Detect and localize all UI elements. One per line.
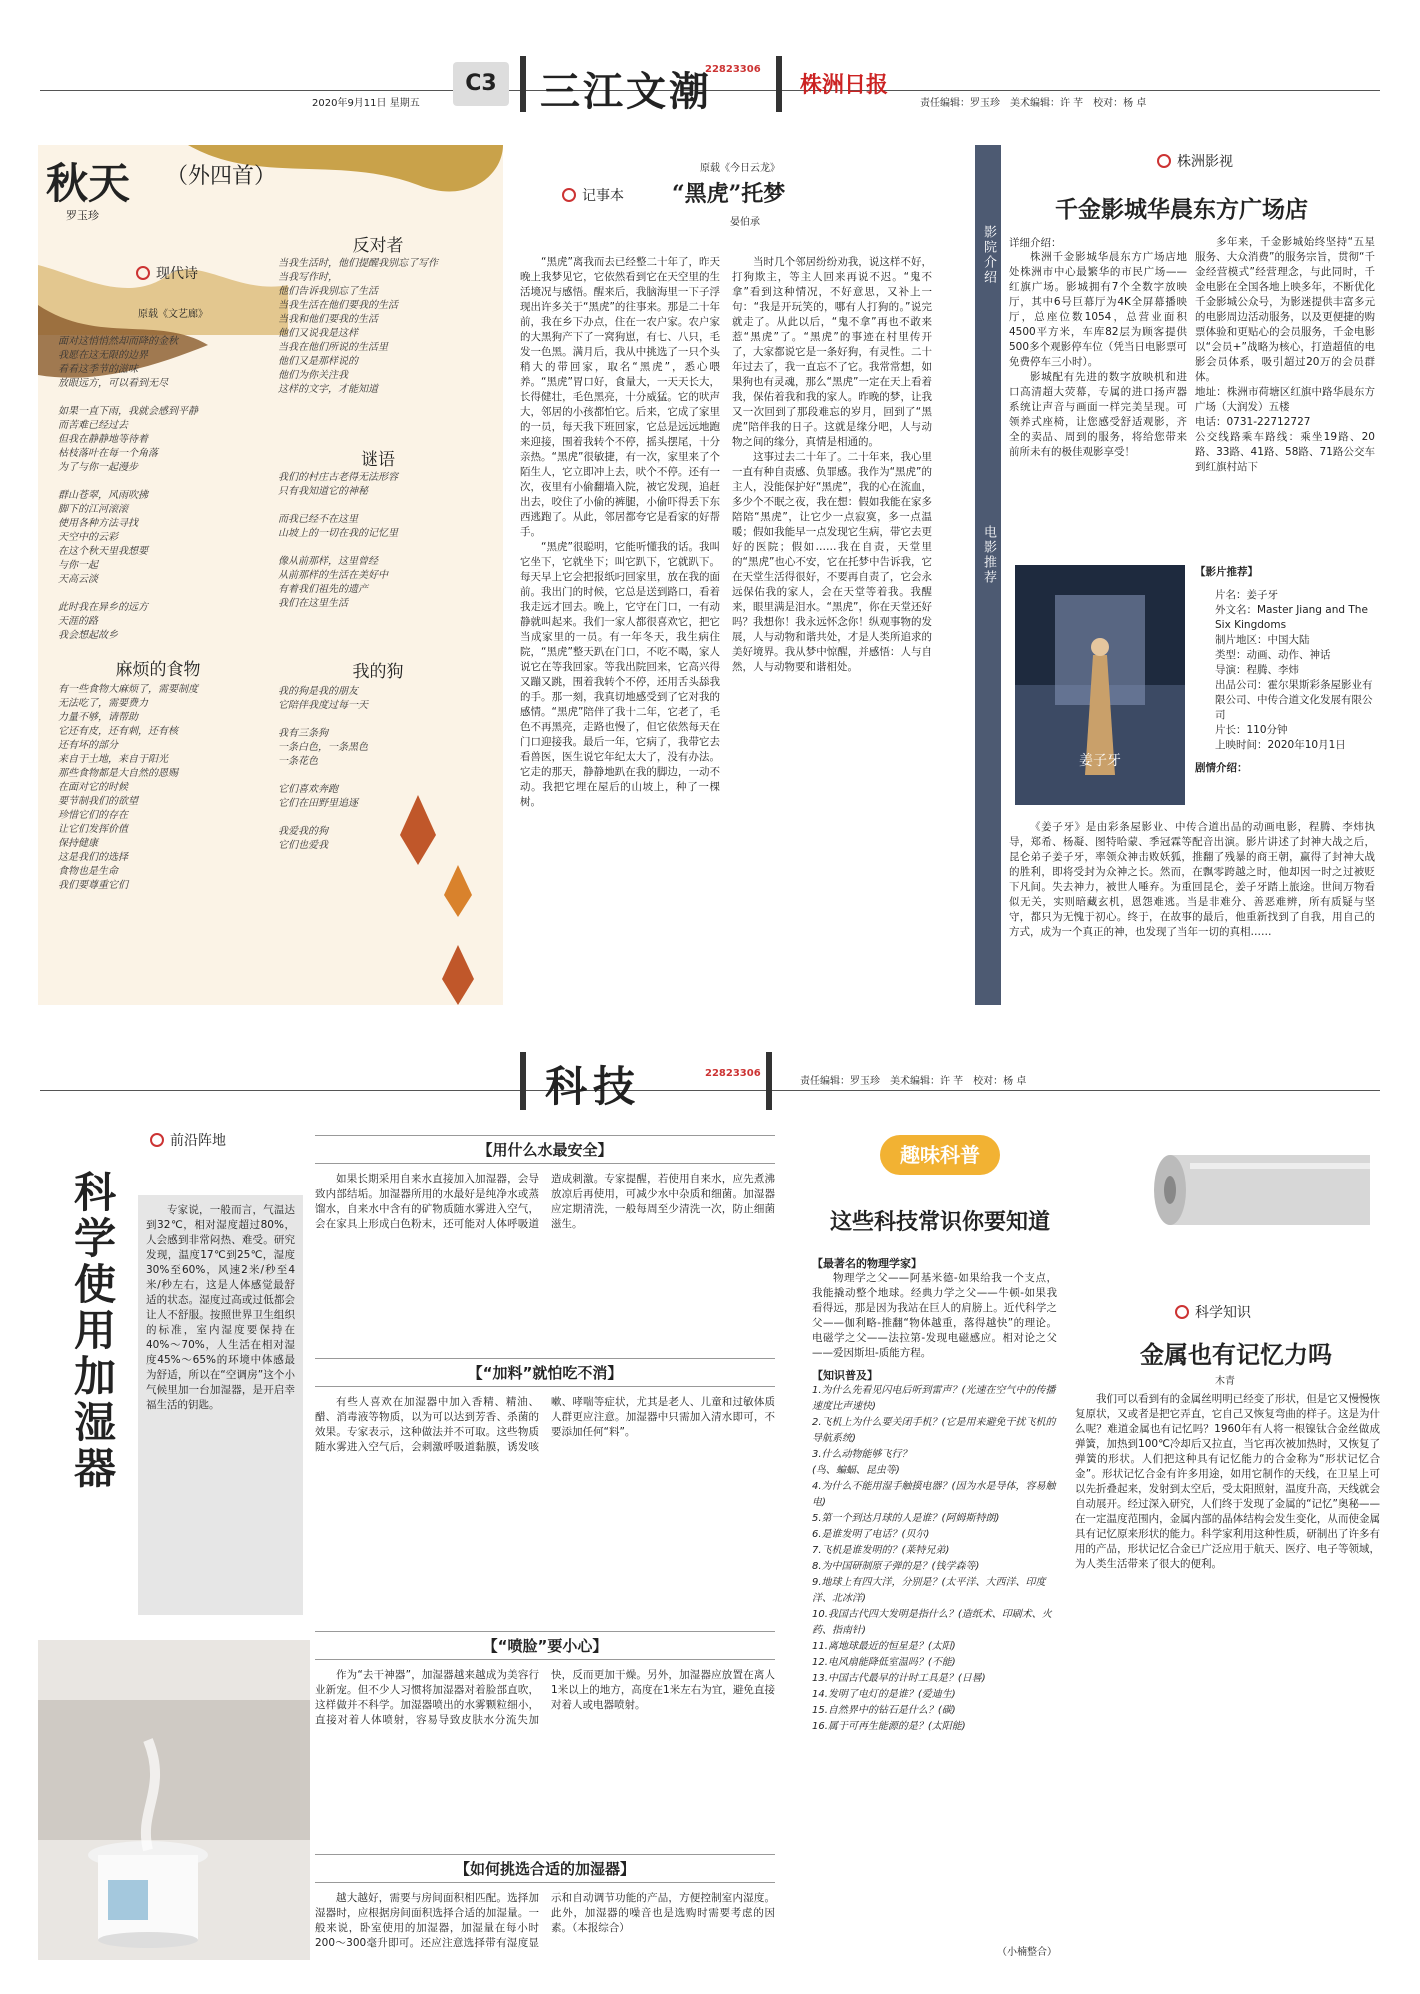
famous-label: 【最著名的物理学家】 — [812, 1257, 922, 1270]
cinema-section — [975, 145, 1380, 1005]
page-header — [0, 56, 1420, 115]
famous-text: 物理学之父——阿基米德-如果给我一个支点，我能撬动整个地球。经典力学之父——牛顿-如果我看得远，那是因为我站在巨人的肩膀上。近代科学之父——伽利略-推翻“物体越重，落得越快”的理论。电磁学之父——法拉第-发现电磁感应。相对论之父——爱因斯坦-质能方程。 — [812, 1272, 1057, 1359]
poem-title-dog: 我的狗 — [352, 662, 404, 682]
humidifier-photo — [38, 1640, 310, 1960]
fun-science-badge: 趣味科普 — [880, 1135, 1000, 1175]
essay-title: “黑虎”托梦 — [672, 181, 786, 207]
circle-icon — [1175, 1305, 1189, 1319]
humidifier-sub-4: 【如何挑选合适的加湿器】 — [315, 1854, 775, 1883]
film-genre: 类型：动画、动作、神话 — [1215, 649, 1331, 661]
qa-list: 1.为什么先看见闪电后听到雷声？(光速在空气中的传播速度比声速快) 2.飞机上为什么要关闭手机？(它是用来避免干扰飞机的导航系统) 3.什么动物能够飞行？ (鸟、蝙蝠、昆虫等) 4.为什么不能用湿手触摸电器？(因为水是导体，容易触电) 5.第一个到达月球的人是谁？(阿姆斯特朗) 6.是谁发明了电话？(贝尔) 7.飞机是谁发明的？(莱特兄弟) 8.为中国研制原子弹的是？(钱学森等) 9.地球上有四大洋，分别是？(太平洋、大西洋、印度洋、北冰洋) 10.我国古代四大发明是指什么？(造纸术、印刷术、火药、指南针) 11.离地球最近的恒星是？(太阳) 12.电风扇能降低室温吗？(不能) 13.中国古代最早的计时工具是？(日晷) 14.发明了电灯的是谁？(爱迪生) 15.自然界中的钻石是什么？(碳) 16.属于可再生能源的是？(太阳能) — [812, 1385, 1056, 1732]
poems-source: 原载《文艺廊》 — [138, 309, 208, 320]
cinema-intro-1: 株洲千金影城华晨东方广场店地处株洲市中心最繁华的市民广场——红旗广场。影城拥有7个全数字放映厅，其中6号巨幕厅为4K全屏幕播映厅，总座位数1054，总营业面积4500平方米，车库82层为顾客提供500多个观影停车位（凭当日电影票可免费停车三小时）。 — [1009, 251, 1187, 368]
poem-dog: 我的狗是我的朋友 它陪伴我度过每一天 我有三条狗 一条白色，一条黑色 一条花色 它们喜欢奔跑 它们在田野里追逐 我爱我的狗 它们也爱我 — [278, 686, 368, 851]
poems-section — [38, 145, 503, 1005]
cinema-bus: 公交线路乘车路线：乘坐19路、20路、33路、41路、58路、71路公交车到红旗村站下 — [1195, 431, 1375, 473]
film-plot: 《姜子牙》是由彩条屋影业、中传合道出品的动画电影，程腾、李炜执导，郑希、杨凝、图特哈蒙、季冠霖等配音出演。影片讲述了封神大战之后，昆仑弟子姜子牙，率领众神击败妖狐，推翻了残暴的商王朝，赢得了封神大战的胜利，即将受封为众神之长。然而，在飘零跨越之时，他却因一时之过被贬下凡间。失去神力，被世人唾弃。为重回昆仑，姜子牙踏上旅途。世间万物看似无关，实则暗藏玄机，恩怨难逃。当是非难分、善恶难辨，所有质疑与坚守，都只为无愧于初心。终于，在故事的最后，他重新找到了自我，用自己的方式，成为一个真正的神，也发现了当年一切的真相…… — [1009, 821, 1375, 938]
humidifier-sub-3: 【“喷脸”要小心】 — [315, 1631, 775, 1660]
qa-end: （小楠整合） — [997, 1947, 1057, 1958]
film-region: 制片地区：中国大陆 — [1215, 634, 1310, 646]
cinema-tag: 株洲影视 — [1157, 151, 1233, 171]
knowledge-title: 这些科技常识你要知道 — [830, 1209, 1051, 1235]
tech-title: 科技 — [545, 1062, 642, 1111]
poem-riddle: 我们的村庄古老得无法形容 只有我知道它的神秘 而我已经不在这里 山坡上的一切在我的记忆里 像从前那样，这里曾经 从前那样的生活在美好中 有着我们祖先的遗产 我们在这里生活 — [278, 472, 398, 609]
humidifier-text-2: 有些人喜欢在加湿器中加入香精、精油、醋、消毒液等物质，以为可以达到芳香、杀菌的效果。专家表示，这种做法并不可取。这些物质随水雾进入空气后，会刺激呼吸道黏膜，诱发咳嗽、哮喘等症状，尤其是老人、儿童和过敏体质人群更应注意。加湿器中只需加入清水即可，不要添加任何“料”。 — [315, 1396, 775, 1453]
header-phone: 22823306 — [705, 64, 761, 75]
essay-col2b: 这事过去二十年了。二十年来，我心里一直有种自责感、负罪感。我作为“黑虎”的主人，没能保护好“黑虎”，我的心在流血，多少个不眠之夜，我在想：假如我能在家多陪陪“黑虎”，让它少一点寂寞，多一点温暖；假如我能早一点发现它生病，带它去更好的医院；假如……我在自责，天堂里的“黑虎”也心不安，它在托梦中告诉我，它在天堂生活得很好，不要再自责了，它会永远保佑我的家人，会在天堂等着我。我醒来，眼里满是泪水。“黑虎”，你在天堂还好吗？我想你！我永远怀念你！纵观事物的发展，人与动物和谐共处，才是人类所追求的美好境界。我从梦中惊醒，并感悟：人与自然，人与动物要和谐相处。 — [732, 451, 932, 673]
header-date: 2020年9月11日 星期五 — [312, 98, 420, 109]
poems-title-sub: （外四首） — [166, 164, 277, 189]
humidifier-text-1: 如果长期采用自来水直接加入加湿器，会导致内部结垢。加湿器所用的水最好是纯净水或蒸馏水，自来水中含有的矿物质随水雾进入空气，会在家具上形成白色粉末，还可能对人体呼吸道造成刺激。专家提醒，若使用自来水，应先煮沸放凉后再使用，可减少水中杂质和细菌。加湿器应定期清洗，一般每周至少清洗一次，防止细菌滋生。 — [315, 1173, 775, 1230]
essay-section — [520, 145, 940, 1005]
cinema-intro-3: 多年来，千金影城始终坚持“五星服务、大众消费”的服务宗旨，贯彻“千金经营模式”经营理念，与此同时，千金电影在全国各地上映多年，不断优化千金影城公众号，为影迷提供丰富多元的电影周边活动服务，以及更便捷的购票体验和更贴心的会员服务，千金电影以“会员+”战略为核心，打造超值的电影会员体系，吸引超过20万的会员群体。 — [1195, 236, 1375, 383]
plot-label: 剧情介绍： — [1195, 762, 1248, 774]
rec-label: 【影片推荐】 — [1195, 566, 1258, 578]
cinema-intro-2: 影城配有先进的数字放映机和进口高清超大荧幕，专属的进口扬声器系统让声音与画面一样完美呈现。可领养式座椅，让您感受舒适观影，齐全的卖品、周到的服务，将给您带来前所未有的极佳观影享受！ — [1009, 371, 1187, 458]
humidifier-sub-1: 【用什么水最安全】 — [315, 1135, 775, 1164]
foil-roll-image — [1150, 1115, 1380, 1265]
poem-opponent: 当我生活时，他们提醒我别忘了写作 当我写作时， 他们告诉我别忘了生活 当我生活在他们要我的生活 当我和他们要我的生活 他们又说我是这样 当我在他们所说的生活里 他们又是那样说的 他们为你关注我 这样的文字，才能知道 — [278, 258, 438, 395]
newspaper-logo: 株洲日报 — [800, 72, 889, 98]
essay-col2: 当时几个邻居纷纷劝我，说这样不好，打狗欺主，等主人回来再说不迟。“鬼不拿”看到这种情况，不好意思，又补上一句：“我是开玩笑的，哪有人打狗的。”说完就走了。从此以后，“鬼不拿”再也不敢来惹“黑虎”了。“黑虎”的事迹在村里传开了，大家都说它是一条好狗，有灵性。二十年过去了，我一直忘不了它。我常常想，如果狗也有灵魂，那么“黑虎”一定在天上看着我，保佑着我和我的家人。昨晚的梦，让我又一次回到了那段难忘的岁月，回到了“黑虎”陪伴我的日子。这就是缘分吧，人与动物之间的缘分，真情是相通的。 — [732, 256, 932, 448]
essay-source: 原载《今日云龙》 — [700, 163, 780, 174]
film-length: 片长：110分钟 — [1215, 724, 1288, 736]
poem-title-food: 麻烦的食物 — [115, 660, 201, 680]
intro-label: 详细介绍： — [1009, 237, 1062, 249]
poem-title-riddle: 谜语 — [361, 450, 395, 470]
film-company: 出品公司：霍尔果斯彩条屋影业有限公司、中传合道文化发展有限公司 — [1215, 679, 1373, 721]
poem-food: 有一些食物大麻烦了，需要制度 无法吃了，需要费力 力量不够，请帮助 它还有皮，还有刺，还有核 还有坏的部分 来自于土地，来自于阳光 那些食物都是大自然的恩赐 在面对它的时候 要节制我们的欲望 珍惜它们的存在 让它们发挥价值 保持健康 这是我们的选择 食物也是生命 我们要尊重它们 — [58, 684, 198, 891]
side-label-intro: 影院介绍 — [981, 225, 996, 285]
humidifier-text-3: 作为“去干神器”，加湿器越来越成为美容行业新宠。但不少人习惯将加湿器对着脸部直吹，这样做并不科学。加湿器喷出的水雾颗粒细小，直接对着人体喷射，容易导致皮肤水分流失加快，反而更加干燥。另外，加湿器应放置在离人1米以上的地方，高度在1米左右为宜，避免直接对着人或电器喷射。 — [315, 1669, 775, 1726]
film-name: 片名：姜子牙 — [1215, 589, 1278, 601]
humidifier-text-4: 越大越好，需要与房间面积相匹配。选择加湿器时，应根据房间面积选择合适的加湿量。一般来说，卧室使用的加湿器，加湿量在每小时200～300毫升即可。还应注意选择带有湿度显示和自动调节功能的产品，方便控制室内湿度。此外，加湿器的噪音也是选购时需要考虑的因素。（本报综合） — [315, 1892, 775, 1949]
page-number: C3 — [453, 62, 509, 106]
cinema-title: 千金影城华晨东方广场店 — [1055, 196, 1308, 223]
circle-icon — [150, 1133, 164, 1147]
humidifier-body — [315, 1135, 775, 1970]
sci-title: 金属也有记忆力吗 — [1140, 1340, 1332, 1369]
sci-author: 木青 — [1215, 1376, 1235, 1387]
circle-icon — [136, 266, 150, 280]
tech-header — [0, 1050, 1420, 1110]
side-label-recommend: 电影推荐 — [981, 525, 996, 585]
humidifier-title: 科学使用加湿器 — [68, 1170, 117, 1492]
essay-author: 晏伯承 — [730, 217, 760, 228]
humidifier-intro-box: 专家说，一般而言，气温达到32℃，相对湿度超过80%，人会感到非常闷热、难受。研究发现，温度17℃到25℃，湿度30%至60%，风速2米/秒至4米/秒左右，这是人体感觉最舒适的状态。湿度过高或过低都会让人不舒服。按照世界卫生组织的标准，室内湿度要保持在40%～70%，人生活在相对湿度45%～65%的环境中体感最为舒适，所以在“空调房”这个小气候里加一台加湿器，是开启幸福生活的钥匙。 — [138, 1195, 303, 1615]
tech-phone: 22823306 — [705, 1068, 761, 1079]
essay-tag: 记事本 — [562, 185, 624, 205]
film-poster — [1015, 565, 1185, 805]
sci-tag: 科学知识 — [1175, 1302, 1251, 1322]
frontier-tag: 前沿阵地 — [150, 1130, 226, 1150]
film-release: 上映时间：2020年10月1日 — [1215, 739, 1346, 751]
cinema-address: 地址：株洲市荷塘区红旗中路华晨东方广场（大润发）五楼 — [1195, 386, 1375, 413]
poems-title: 秋天 — [46, 159, 131, 208]
section-title: 三江文潮 — [540, 68, 712, 115]
humidifier-sub-2: 【“加料”就怕吃不消】 — [315, 1358, 775, 1387]
sci-text: 我们可以看到有的金属丝明明已经变了形状，但是它又慢慢恢复原状，又或者是把它弄直，它自己又恢复弯曲的样子。这是为什么呢？难道金属也有记忆吗？1960年有人将一根镍钛合金丝做成弹簧，加热到100℃冷却后又拉直，当它再次被加热时，又恢复了弹簧的形状。人们把这种具有记忆能力的合金称为“形状记忆合金”。形状记忆合金有许多用途，如用它制作的天线，在卫星上可以先折叠起来，发射到太空后，受太阳照射，温度升高，天线就会自动展开。经过深入研究，人们终于发现了金属的“记忆”奥秘——在一定温度范围内，金属内部的晶体结构会发生变化，从而使金属具有记忆原来形状的能力。科学家利用这种性质，研制出了许多有用的产品，形状记忆合金已广泛应用于航天、医疗、电子等领域，为人类生活带来了很大的便利。 — [1075, 1393, 1380, 1570]
cinema-tel: 电话：0731-22712727 — [1195, 416, 1311, 428]
circle-icon — [1157, 154, 1171, 168]
film-director: 导演：程腾、李炜 — [1215, 664, 1299, 676]
essay-col1: “黑虎”离我而去已经整二十年了，昨天晚上我梦见它，它依然看到它在天空里的生活境况与感悟。醒来后，我脑海里一下子浮现出许多关于“黑虎”的往事来。那是二十年前，我在乡下办点，住在一农户家。农户家的大黑狗产下了一窝狗崽，有七、八只，毛发一色黑。满月后，我从中挑选了一只个头稍大的带回家，取名“黑虎”，悉心喂养。“黑虎”胃口好，食量大，一天天长大，长得健壮，毛色黑亮，十分威猛。它的吠声大，邻居的小孩都怕它。后来，它成了家里的一员，每天我下班回家，它总是远远地跑来迎接，围着我转个不停，摇头摆尾，十分亲热。“黑虎”很敏捷，有一次，家里来了个陌生人，它立即冲上去，吠个不停。还有一次，夜里有小偷翻墙入院，被它发现，追赶出去，咬住了小偷的裤腿，小偷吓得丢下东西逃跑了。从此，邻居都夸它是看家的好帮手。 — [520, 256, 720, 538]
essay-col1b: “黑虎”很聪明，它能听懂我的话。我叫它坐下，它就坐下；叫它趴下，它就趴下。每天早上它会把报纸叼回家里，放在我的面前。我出门的时候，它总是送到路口，看着我走远才回去。晚上，它守在门口，一有动静就叫起来。我们一家人都很喜欢它，把它当成家里的一员。有一年冬天，我生病住院，“黑虎”整天趴在门口，不吃不喝，家人说它在等我回家。等我出院回来，它高兴得又蹦又跳，围着我转个不停，还用舌头舔我的手。那一刻，我真切地感受到了它对我的感情。“黑虎”陪伴了我十二年，它老了，毛色不再黑亮，走路也慢了，但它依然每天在门口迎接我。最后一年，它病了，我带它去看兽医，医生说它年纪太大了，没有办法。它走的那天，静静地趴在我的脚边，一动不动。我把它埋在屋后的山坡上，种了一棵树。 — [520, 541, 720, 808]
poems-author: 罗玉珍 — [66, 209, 99, 222]
poems-tag: 现代诗 — [136, 263, 198, 283]
circle-icon — [562, 188, 576, 202]
header-credits: 责任编辑：罗玉珍 美术编辑：许 芊 校对：杨 卓 — [920, 98, 1147, 109]
tech-credits: 责任编辑：罗玉珍 美术编辑：许 芊 校对：杨 卓 — [800, 1076, 1027, 1087]
poem-autumn: 面对这悄悄然却而降的金秋 我愿在这无限的边界 看看这季节的滋味 放眼远方，可以看到无尽 如果一直下雨，我就会感到平静 而苦难已经过去 但我在静静地等待着 枯枝落叶在每一个角落 为了与你一起漫步 群山苍翠，风雨吹拂 脚下的江河滚滚 使用各种方法寻找 天空中的云彩 在这个秋天里我想要 与你一起 天高云淡 此时我在异乡的远方 天涯的路 我会想起故乡 — [58, 336, 198, 641]
film-en: 外文名：Master Jiang and The Six Kingdoms — [1215, 604, 1368, 631]
svg-text:姜子牙: 姜子牙 — [1079, 753, 1121, 769]
poem-title-opponent: 反对者 — [352, 236, 404, 256]
qa-label: 【知识普及】 — [812, 1369, 878, 1382]
